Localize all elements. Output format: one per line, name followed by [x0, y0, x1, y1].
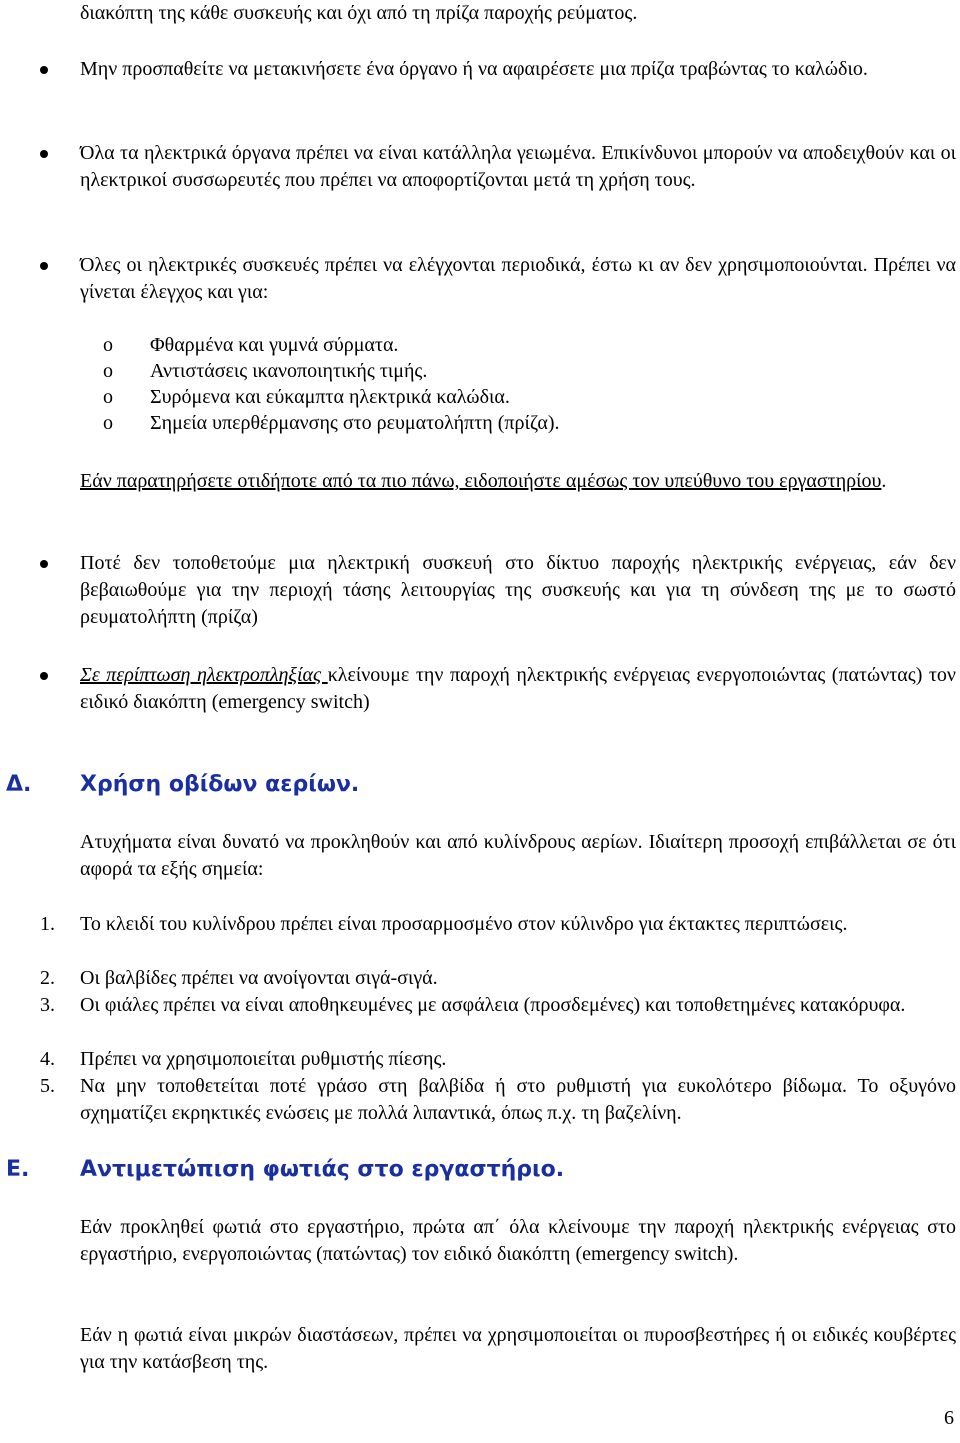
sub-list-item	[103, 410, 950, 437]
bullet-text: κλείνουμε την παροχή ηλεκτρικής ενέργειας ενεργοποιώντας (πατώντας) τον ειδικό διακόπτη (emergency switch)	[80, 664, 956, 713]
bullet-item	[80, 662, 956, 716]
bullet-dot-icon	[40, 560, 48, 568]
section-d-intro: Ατυχήματα είναι δυνατό να προκληθούν και από κυλίνδρους αερίων. Ιδιαίτερη προσοχή επιβάλλεται σε ότι αφορά τα εξής σημεία:	[80, 831, 956, 880]
numbered-item	[40, 965, 956, 992]
bullet-item	[80, 140, 956, 194]
item-number: 5.	[40, 1075, 55, 1097]
numbered-item	[40, 992, 956, 1019]
sub-item-text: Συρόμενα και εύκαμπτα ηλεκτρικά καλώδια.	[150, 386, 510, 408]
bullet-text: Όλες οι ηλεκτρικές συσκευές πρέπει να ελέγχονται περιοδικά, έστω κι αν δεν χρησιμοποιούνται. Πρέπει να γίνεται έλεγχος και για:	[80, 254, 956, 303]
sub-list-item	[103, 384, 950, 411]
top-line: διακόπτη της κάθε συσκευής και όχι από τη πρίζα παροχής ρεύματος.	[80, 2, 638, 24]
numbered-item	[40, 911, 956, 938]
bullet-text: Ποτέ δεν τοποθετούμε μια ηλεκτρική συσκευή στο δίκτυο παροχής ηλεκτρικής ενέργειας, εάν δεν βεβαιωθούμε για την περιοχή τάσης λειτουργίας της συσκευής και για τη σύνδεση της με το σωστό ρευματολήπτη (πρίζα)	[80, 552, 956, 628]
notice-paragraph	[80, 468, 956, 495]
bullet-item	[80, 56, 956, 83]
section-d-title: Χρήση οβίδων αερίων.	[80, 772, 360, 797]
notice-end: .	[881, 470, 887, 492]
section-e-paragraph: Εάν η φωτιά είναι μικρών διαστάσεων, πρέπει να χρησιμοποιείται οι πυροσβεστήρες ή οι ειδικές κουβέρτες για την κατάσβεση της.	[80, 1324, 956, 1373]
sub-marker: o	[103, 412, 113, 434]
item-text: Οι φιάλες πρέπει να είναι αποθηκευμένες με ασφάλεια (προσδεμένες) και τοποθετημένες κατακόρυφα.	[80, 994, 906, 1016]
section-e-paragraph: Εάν προκληθεί φωτιά στο εργαστήριο, πρώτα απ΄ όλα κλείνουμε την παροχή ηλεκτρικής ενέργειας στο εργαστήριο, ενεργοποιώντας (πατώντας) τον ειδικό διακόπτη (emergency switch).	[80, 1216, 956, 1265]
bullet-text: Όλα τα ηλεκτρικά όργανα πρέπει να είναι κατάλληλα γειωμένα. Επικίνδυνοι μπορούν να αποδειχθούν και οι ηλεκτρικοί συσσωρευτές που πρέπει να αποφορτίζονται μετά τη χρήση τους.	[80, 142, 956, 191]
bullet-dot-icon	[40, 66, 48, 74]
numbered-item	[40, 1073, 956, 1127]
item-text: Οι βαλβίδες πρέπει να ανοίγονται σιγά-σιγά.	[80, 967, 438, 989]
section-e-title: Αντιμετώπιση φωτιάς στο εργαστήριο.	[80, 1157, 565, 1182]
bullet-emphasis: Σε περίπτωση ηλεκτροπληξίας	[80, 664, 328, 686]
bullet-dot-icon	[40, 672, 48, 680]
item-text: Το κλειδί του κυλίνδρου πρέπει είναι προσαρμοσμένο στον κύλινδρο για έκτακτες περιπτώσεις.	[80, 913, 848, 935]
numbered-item	[40, 1046, 956, 1073]
item-text: Πρέπει να χρησιμοποιείται ρυθμιστής πίεσης.	[80, 1048, 447, 1070]
bullet-dot-icon	[40, 262, 48, 270]
page-number: 6	[944, 1407, 954, 1429]
item-number: 4.	[40, 1048, 55, 1070]
bullet-item	[80, 252, 956, 306]
item-number: 3.	[40, 994, 55, 1016]
item-number: 1.	[40, 913, 55, 935]
bullet-item	[80, 550, 956, 631]
sub-item-text: Αντιστάσεις ικανοποιητικής τιμής.	[150, 360, 428, 382]
bullet-dot-icon	[40, 150, 48, 158]
sub-list-item	[103, 332, 950, 359]
sub-marker: o	[103, 386, 113, 408]
sub-item-text: Φθαρμένα και γυμνά σύρματα.	[150, 334, 399, 356]
notice-text: Εάν παρατηρήσετε οτιδήποτε από τα πιο πάνω, ειδοποιήστε αμέσως τον υπεύθυνο του εργαστηρίου	[80, 470, 882, 492]
sub-marker: o	[103, 360, 113, 382]
sub-item-text: Σημεία υπερθέρμανσης στο ρευματολήπτη (πρίζα).	[150, 412, 560, 434]
section-d-letter: Δ.	[6, 772, 32, 797]
sub-marker: o	[103, 334, 113, 356]
bullet-text: Μην προσπαθείτε να μετακινήσετε ένα όργανο ή να αφαιρέσετε μια πρίζα τραβώντας το καλώδιο.	[80, 58, 868, 80]
section-e-letter: Ε.	[6, 1157, 30, 1182]
sub-list-item	[103, 358, 950, 385]
item-text: Να μην τοποθετείται ποτέ γράσο στη βαλβίδα ή στο ρυθμιστή για ευκολότερο βίδωμα. Το οξυγόνο σχηματίζει εκρηκτικές ενώσεις με πολλά λιπαντικά, όπως π.χ. τη βαζελίνη.	[80, 1075, 956, 1124]
item-number: 2.	[40, 967, 55, 989]
